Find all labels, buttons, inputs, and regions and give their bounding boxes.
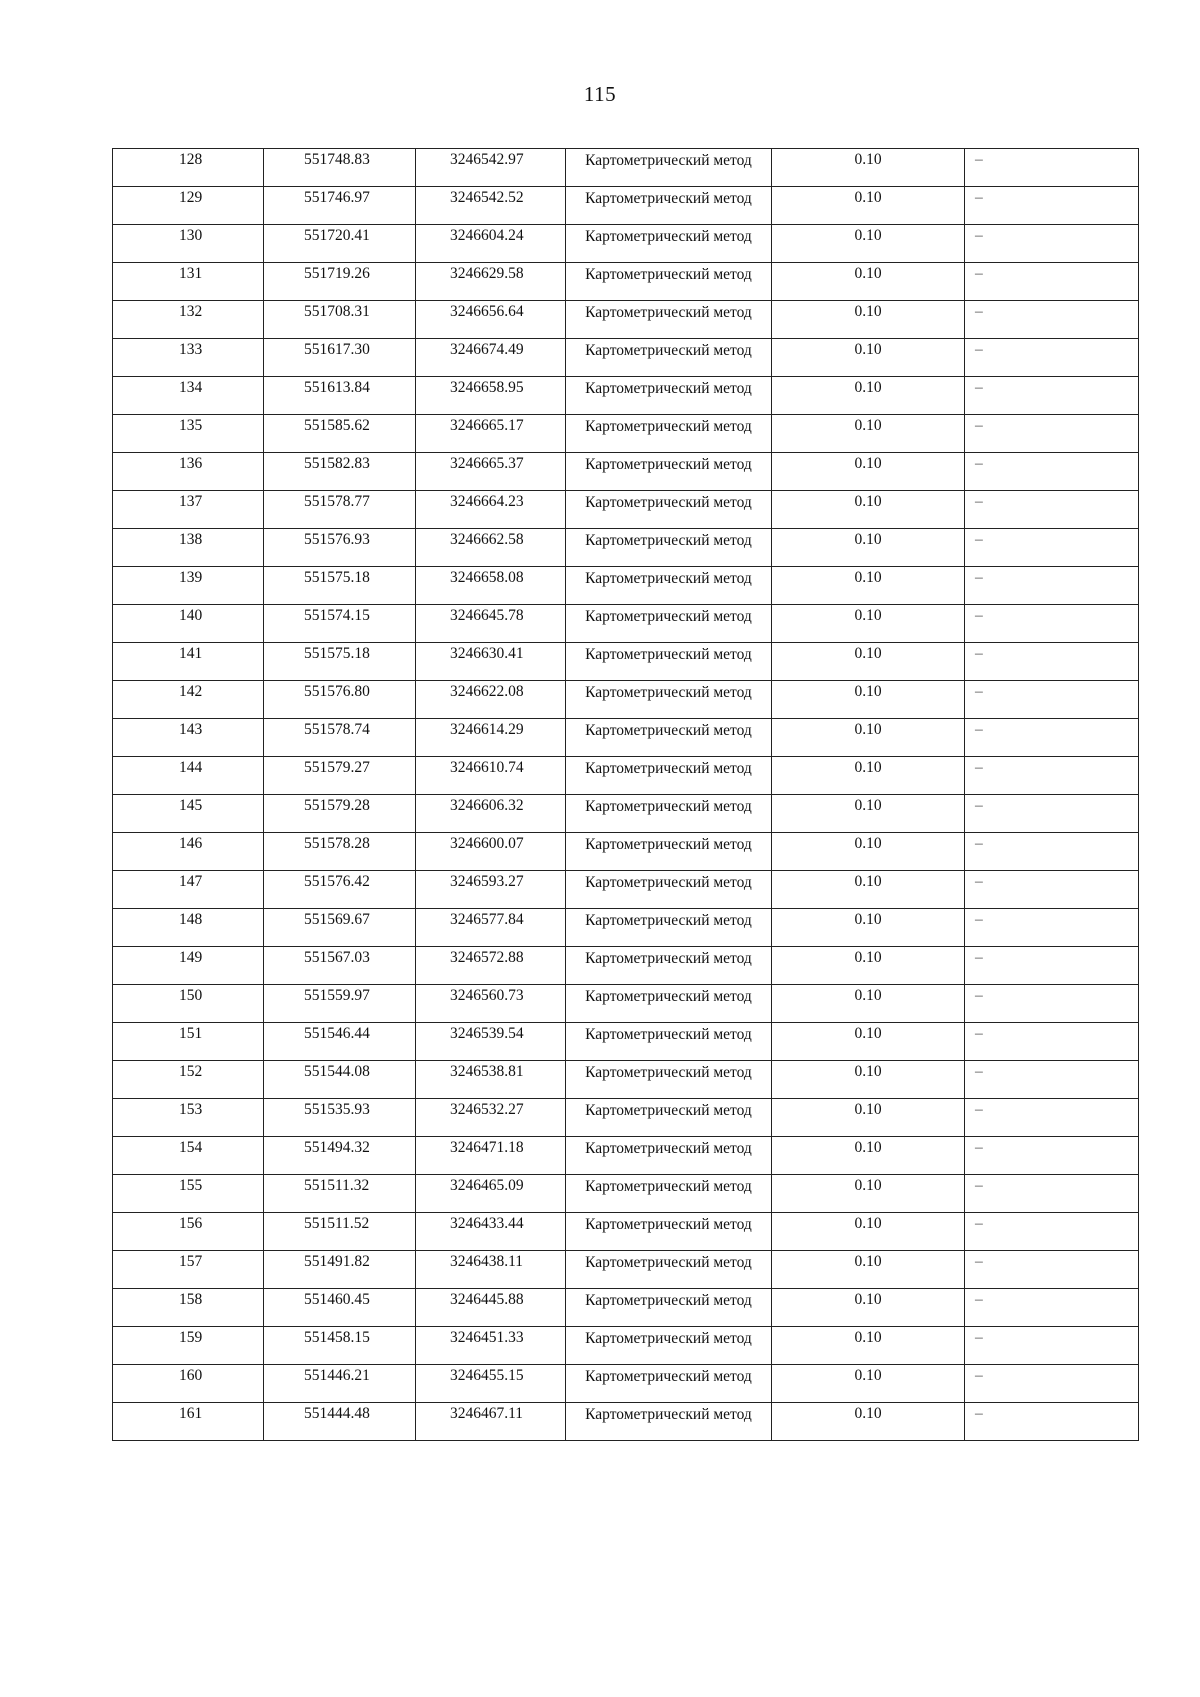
accuracy-cell: 0.10 bbox=[772, 187, 965, 225]
y-coordinate-cell: 3246593.27 bbox=[416, 871, 566, 909]
x-coordinate-cell: 551746.97 bbox=[264, 187, 416, 225]
point-number-cell: 140 bbox=[113, 605, 264, 643]
accuracy-cell: 0.10 bbox=[772, 795, 965, 833]
accuracy-cell: 0.10 bbox=[772, 947, 965, 985]
accuracy-cell: 0.10 bbox=[772, 1175, 965, 1213]
note-cell: – bbox=[965, 1327, 1139, 1365]
method-cell: Картометрический метод bbox=[566, 909, 772, 947]
accuracy-cell: 0.10 bbox=[772, 339, 965, 377]
x-coordinate-cell: 551544.08 bbox=[264, 1061, 416, 1099]
note-cell: – bbox=[965, 453, 1139, 491]
note-cell: – bbox=[965, 757, 1139, 795]
point-number-cell: 150 bbox=[113, 985, 264, 1023]
table-row bbox=[113, 453, 1139, 491]
table-row bbox=[113, 301, 1139, 339]
x-coordinate-cell: 551578.74 bbox=[264, 719, 416, 757]
x-coordinate-cell: 551535.93 bbox=[264, 1099, 416, 1137]
point-number-cell: 158 bbox=[113, 1289, 264, 1327]
accuracy-cell: 0.10 bbox=[772, 263, 965, 301]
table-row bbox=[113, 1213, 1139, 1251]
note-cell: – bbox=[965, 681, 1139, 719]
method-cell: Картометрический метод bbox=[566, 1023, 772, 1061]
method-cell: Картометрический метод bbox=[566, 263, 772, 301]
y-coordinate-cell: 3246604.24 bbox=[416, 225, 566, 263]
table-row bbox=[113, 567, 1139, 605]
y-coordinate-cell: 3246664.23 bbox=[416, 491, 566, 529]
note-cell: – bbox=[965, 947, 1139, 985]
note-cell: – bbox=[965, 567, 1139, 605]
x-coordinate-cell: 551460.45 bbox=[264, 1289, 416, 1327]
note-cell: – bbox=[965, 415, 1139, 453]
note-cell: – bbox=[965, 1175, 1139, 1213]
point-number-cell: 133 bbox=[113, 339, 264, 377]
method-cell: Картометрический метод bbox=[566, 301, 772, 339]
table-row bbox=[113, 1365, 1139, 1403]
table-row bbox=[113, 871, 1139, 909]
point-number-cell: 154 bbox=[113, 1137, 264, 1175]
accuracy-cell: 0.10 bbox=[772, 1289, 965, 1327]
x-coordinate-cell: 551446.21 bbox=[264, 1365, 416, 1403]
page-number: 115 bbox=[583, 82, 617, 106]
table-row bbox=[113, 1289, 1139, 1327]
y-coordinate-cell: 3246600.07 bbox=[416, 833, 566, 871]
table-row bbox=[113, 225, 1139, 263]
x-coordinate-cell: 551576.80 bbox=[264, 681, 416, 719]
method-cell: Картометрический метод bbox=[566, 1099, 772, 1137]
accuracy-cell: 0.10 bbox=[772, 377, 965, 415]
y-coordinate-cell: 3246630.41 bbox=[416, 643, 566, 681]
note-cell: – bbox=[965, 1137, 1139, 1175]
y-coordinate-cell: 3246572.88 bbox=[416, 947, 566, 985]
y-coordinate-cell: 3246577.84 bbox=[416, 909, 566, 947]
point-number-cell: 152 bbox=[113, 1061, 264, 1099]
point-number-cell: 135 bbox=[113, 415, 264, 453]
point-number-cell: 146 bbox=[113, 833, 264, 871]
point-number-cell: 134 bbox=[113, 377, 264, 415]
x-coordinate-cell: 551575.18 bbox=[264, 567, 416, 605]
x-coordinate-cell: 551491.82 bbox=[264, 1251, 416, 1289]
accuracy-cell: 0.10 bbox=[772, 1023, 965, 1061]
accuracy-cell: 0.10 bbox=[772, 1061, 965, 1099]
coordinates-table bbox=[112, 148, 1139, 1441]
point-number-cell: 128 bbox=[113, 149, 264, 187]
y-coordinate-cell: 3246465.09 bbox=[416, 1175, 566, 1213]
x-coordinate-cell: 551458.15 bbox=[264, 1327, 416, 1365]
point-number-cell: 136 bbox=[113, 453, 264, 491]
y-coordinate-cell: 3246658.08 bbox=[416, 567, 566, 605]
method-cell: Картометрический метод bbox=[566, 1289, 772, 1327]
x-coordinate-cell: 551576.42 bbox=[264, 871, 416, 909]
y-coordinate-cell: 3246610.74 bbox=[416, 757, 566, 795]
x-coordinate-cell: 551494.32 bbox=[264, 1137, 416, 1175]
note-cell: – bbox=[965, 377, 1139, 415]
point-number-cell: 161 bbox=[113, 1403, 264, 1441]
accuracy-cell: 0.10 bbox=[772, 1327, 965, 1365]
coordinates-table-body bbox=[113, 149, 1139, 1441]
note-cell: – bbox=[965, 529, 1139, 567]
point-number-cell: 142 bbox=[113, 681, 264, 719]
table-row bbox=[113, 1175, 1139, 1213]
y-coordinate-cell: 3246662.58 bbox=[416, 529, 566, 567]
y-coordinate-cell: 3246471.18 bbox=[416, 1137, 566, 1175]
method-cell: Картометрический метод bbox=[566, 225, 772, 263]
x-coordinate-cell: 551708.31 bbox=[264, 301, 416, 339]
note-cell: – bbox=[965, 643, 1139, 681]
y-coordinate-cell: 3246542.52 bbox=[416, 187, 566, 225]
y-coordinate-cell: 3246645.78 bbox=[416, 605, 566, 643]
table-row bbox=[113, 1099, 1139, 1137]
method-cell: Картометрический метод bbox=[566, 643, 772, 681]
x-coordinate-cell: 551576.93 bbox=[264, 529, 416, 567]
note-cell: – bbox=[965, 1365, 1139, 1403]
point-number-cell: 145 bbox=[113, 795, 264, 833]
table-row bbox=[113, 415, 1139, 453]
note-cell: – bbox=[965, 339, 1139, 377]
method-cell: Картометрический метод bbox=[566, 947, 772, 985]
accuracy-cell: 0.10 bbox=[772, 643, 965, 681]
y-coordinate-cell: 3246614.29 bbox=[416, 719, 566, 757]
accuracy-cell: 0.10 bbox=[772, 301, 965, 339]
note-cell: – bbox=[965, 605, 1139, 643]
accuracy-cell: 0.10 bbox=[772, 909, 965, 947]
x-coordinate-cell: 551546.44 bbox=[264, 1023, 416, 1061]
method-cell: Картометрический метод bbox=[566, 833, 772, 871]
method-cell: Картометрический метод bbox=[566, 453, 772, 491]
point-number-cell: 147 bbox=[113, 871, 264, 909]
method-cell: Картометрический метод bbox=[566, 415, 772, 453]
y-coordinate-cell: 3246539.54 bbox=[416, 1023, 566, 1061]
point-number-cell: 153 bbox=[113, 1099, 264, 1137]
point-number-cell: 130 bbox=[113, 225, 264, 263]
table-row bbox=[113, 1403, 1139, 1441]
accuracy-cell: 0.10 bbox=[772, 225, 965, 263]
table-row bbox=[113, 985, 1139, 1023]
table-row bbox=[113, 947, 1139, 985]
method-cell: Картометрический метод bbox=[566, 871, 772, 909]
method-cell: Картометрический метод bbox=[566, 605, 772, 643]
method-cell: Картометрический метод bbox=[566, 719, 772, 757]
point-number-cell: 156 bbox=[113, 1213, 264, 1251]
method-cell: Картометрический метод bbox=[566, 795, 772, 833]
note-cell: – bbox=[965, 1023, 1139, 1061]
point-number-cell: 155 bbox=[113, 1175, 264, 1213]
point-number-cell: 149 bbox=[113, 947, 264, 985]
point-number-cell: 159 bbox=[113, 1327, 264, 1365]
accuracy-cell: 0.10 bbox=[772, 491, 965, 529]
x-coordinate-cell: 551748.83 bbox=[264, 149, 416, 187]
accuracy-cell: 0.10 bbox=[772, 453, 965, 491]
accuracy-cell: 0.10 bbox=[772, 871, 965, 909]
accuracy-cell: 0.10 bbox=[772, 681, 965, 719]
method-cell: Картометрический метод bbox=[566, 757, 772, 795]
accuracy-cell: 0.10 bbox=[772, 605, 965, 643]
note-cell: – bbox=[965, 871, 1139, 909]
method-cell: Картометрический метод bbox=[566, 1213, 772, 1251]
table-row bbox=[113, 1137, 1139, 1175]
table-row bbox=[113, 909, 1139, 947]
x-coordinate-cell: 551579.27 bbox=[264, 757, 416, 795]
method-cell: Картометрический метод bbox=[566, 1403, 772, 1441]
method-cell: Картометрический метод bbox=[566, 1327, 772, 1365]
y-coordinate-cell: 3246674.49 bbox=[416, 339, 566, 377]
point-number-cell: 132 bbox=[113, 301, 264, 339]
accuracy-cell: 0.10 bbox=[772, 833, 965, 871]
accuracy-cell: 0.10 bbox=[772, 985, 965, 1023]
x-coordinate-cell: 551575.18 bbox=[264, 643, 416, 681]
table-row bbox=[113, 1327, 1139, 1365]
x-coordinate-cell: 551444.48 bbox=[264, 1403, 416, 1441]
accuracy-cell: 0.10 bbox=[772, 1403, 965, 1441]
method-cell: Картометрический метод bbox=[566, 1137, 772, 1175]
y-coordinate-cell: 3246438.11 bbox=[416, 1251, 566, 1289]
note-cell: – bbox=[965, 1099, 1139, 1137]
point-number-cell: 139 bbox=[113, 567, 264, 605]
table-row bbox=[113, 643, 1139, 681]
accuracy-cell: 0.10 bbox=[772, 1213, 965, 1251]
table-row bbox=[113, 149, 1139, 187]
table-row bbox=[113, 795, 1139, 833]
y-coordinate-cell: 3246629.58 bbox=[416, 263, 566, 301]
note-cell: – bbox=[965, 187, 1139, 225]
accuracy-cell: 0.10 bbox=[772, 1099, 965, 1137]
accuracy-cell: 0.10 bbox=[772, 529, 965, 567]
note-cell: – bbox=[965, 795, 1139, 833]
note-cell: – bbox=[965, 1251, 1139, 1289]
table-row bbox=[113, 1061, 1139, 1099]
y-coordinate-cell: 3246538.81 bbox=[416, 1061, 566, 1099]
point-number-cell: 138 bbox=[113, 529, 264, 567]
x-coordinate-cell: 551559.97 bbox=[264, 985, 416, 1023]
accuracy-cell: 0.10 bbox=[772, 149, 965, 187]
x-coordinate-cell: 551719.26 bbox=[264, 263, 416, 301]
method-cell: Картометрический метод bbox=[566, 529, 772, 567]
y-coordinate-cell: 3246467.11 bbox=[416, 1403, 566, 1441]
y-coordinate-cell: 3246665.37 bbox=[416, 453, 566, 491]
y-coordinate-cell: 3246532.27 bbox=[416, 1099, 566, 1137]
note-cell: – bbox=[965, 225, 1139, 263]
table-row bbox=[113, 1251, 1139, 1289]
y-coordinate-cell: 3246455.15 bbox=[416, 1365, 566, 1403]
y-coordinate-cell: 3246665.17 bbox=[416, 415, 566, 453]
note-cell: – bbox=[965, 491, 1139, 529]
y-coordinate-cell: 3246445.88 bbox=[416, 1289, 566, 1327]
y-coordinate-cell: 3246658.95 bbox=[416, 377, 566, 415]
method-cell: Картометрический метод bbox=[566, 339, 772, 377]
note-cell: – bbox=[965, 719, 1139, 757]
y-coordinate-cell: 3246622.08 bbox=[416, 681, 566, 719]
table-row bbox=[113, 719, 1139, 757]
method-cell: Картометрический метод bbox=[566, 985, 772, 1023]
x-coordinate-cell: 551569.67 bbox=[264, 909, 416, 947]
accuracy-cell: 0.10 bbox=[772, 1365, 965, 1403]
note-cell: – bbox=[965, 1403, 1139, 1441]
method-cell: Картометрический метод bbox=[566, 149, 772, 187]
note-cell: – bbox=[965, 301, 1139, 339]
table-row bbox=[113, 187, 1139, 225]
method-cell: Картометрический метод bbox=[566, 187, 772, 225]
point-number-cell: 157 bbox=[113, 1251, 264, 1289]
accuracy-cell: 0.10 bbox=[772, 1251, 965, 1289]
point-number-cell: 151 bbox=[113, 1023, 264, 1061]
point-number-cell: 129 bbox=[113, 187, 264, 225]
note-cell: – bbox=[965, 985, 1139, 1023]
x-coordinate-cell: 551574.15 bbox=[264, 605, 416, 643]
table-row bbox=[113, 833, 1139, 871]
x-coordinate-cell: 551582.83 bbox=[264, 453, 416, 491]
point-number-cell: 148 bbox=[113, 909, 264, 947]
table-row bbox=[113, 529, 1139, 567]
table-row bbox=[113, 1023, 1139, 1061]
y-coordinate-cell: 3246560.73 bbox=[416, 985, 566, 1023]
table-row bbox=[113, 605, 1139, 643]
point-number-cell: 141 bbox=[113, 643, 264, 681]
x-coordinate-cell: 551511.32 bbox=[264, 1175, 416, 1213]
x-coordinate-cell: 551567.03 bbox=[264, 947, 416, 985]
note-cell: – bbox=[965, 263, 1139, 301]
method-cell: Картометрический метод bbox=[566, 377, 772, 415]
method-cell: Картометрический метод bbox=[566, 1061, 772, 1099]
x-coordinate-cell: 551613.84 bbox=[264, 377, 416, 415]
table-row bbox=[113, 681, 1139, 719]
y-coordinate-cell: 3246451.33 bbox=[416, 1327, 566, 1365]
note-cell: – bbox=[965, 833, 1139, 871]
accuracy-cell: 0.10 bbox=[772, 415, 965, 453]
note-cell: – bbox=[965, 1289, 1139, 1327]
point-number-cell: 143 bbox=[113, 719, 264, 757]
method-cell: Картометрический метод bbox=[566, 1175, 772, 1213]
method-cell: Картометрический метод bbox=[566, 567, 772, 605]
note-cell: – bbox=[965, 1213, 1139, 1251]
point-number-cell: 137 bbox=[113, 491, 264, 529]
method-cell: Картометрический метод bbox=[566, 1365, 772, 1403]
note-cell: – bbox=[965, 149, 1139, 187]
point-number-cell: 160 bbox=[113, 1365, 264, 1403]
method-cell: Картометрический метод bbox=[566, 491, 772, 529]
method-cell: Картометрический метод bbox=[566, 681, 772, 719]
y-coordinate-cell: 3246606.32 bbox=[416, 795, 566, 833]
method-cell: Картометрический метод bbox=[566, 1251, 772, 1289]
table-row bbox=[113, 339, 1139, 377]
x-coordinate-cell: 551585.62 bbox=[264, 415, 416, 453]
point-number-cell: 144 bbox=[113, 757, 264, 795]
note-cell: – bbox=[965, 909, 1139, 947]
y-coordinate-cell: 3246656.64 bbox=[416, 301, 566, 339]
x-coordinate-cell: 551617.30 bbox=[264, 339, 416, 377]
point-number-cell: 131 bbox=[113, 263, 264, 301]
y-coordinate-cell: 3246433.44 bbox=[416, 1213, 566, 1251]
table-row bbox=[113, 757, 1139, 795]
x-coordinate-cell: 551578.28 bbox=[264, 833, 416, 871]
x-coordinate-cell: 551720.41 bbox=[264, 225, 416, 263]
accuracy-cell: 0.10 bbox=[772, 719, 965, 757]
x-coordinate-cell: 551578.77 bbox=[264, 491, 416, 529]
table-row bbox=[113, 491, 1139, 529]
note-cell: – bbox=[965, 1061, 1139, 1099]
accuracy-cell: 0.10 bbox=[772, 1137, 965, 1175]
table-row bbox=[113, 263, 1139, 301]
x-coordinate-cell: 551511.52 bbox=[264, 1213, 416, 1251]
y-coordinate-cell: 3246542.97 bbox=[416, 149, 566, 187]
table-row bbox=[113, 377, 1139, 415]
accuracy-cell: 0.10 bbox=[772, 567, 965, 605]
x-coordinate-cell: 551579.28 bbox=[264, 795, 416, 833]
accuracy-cell: 0.10 bbox=[772, 757, 965, 795]
